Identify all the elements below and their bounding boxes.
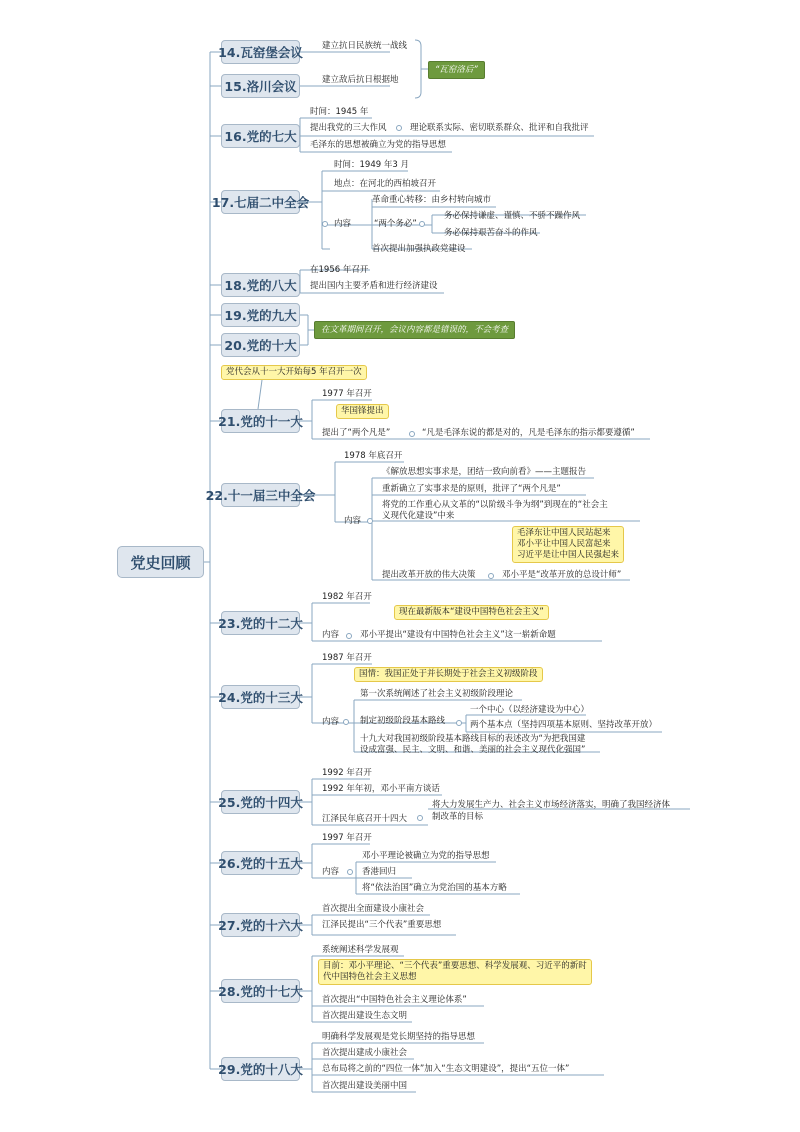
node-24-c2a[interactable]: 一个中心（以经济建设为中心） — [470, 705, 590, 715]
node-23-note[interactable]: 现在最新版本“建设中国特色社会主义” — [394, 605, 549, 620]
root-topic[interactable]: 党史回顾 — [117, 546, 204, 578]
node-17-first[interactable]: 首次提出加强执政党建设 — [372, 244, 466, 254]
node-17-time[interactable]: 时间：1949 年3 月 — [334, 160, 409, 170]
node-22-note-1: 毛泽东让中国人民站起来 — [517, 528, 611, 538]
node-23-deng[interactable]: 邓小平提出“建设有中国特色社会主义”这一崭新命题 — [360, 630, 556, 640]
node-26-c1[interactable]: 邓小平理论被确立为党的指导思想 — [362, 851, 490, 861]
callout-jiushi[interactable]: 在文革期间召开，会议内容都是错误的，不会考查 — [314, 321, 515, 339]
node-24-c2[interactable]: 制定初级阶段基本路线 — [360, 716, 446, 726]
node-22-year[interactable]: 1978 年底召开 — [344, 451, 403, 461]
topic-18[interactable]: 18.党的八大 — [221, 273, 300, 297]
topic-17[interactable]: 17.七届二中全会 — [221, 190, 300, 214]
node-24-year[interactable]: 1987 年召开 — [322, 653, 372, 663]
node-26-content[interactable]: 内容 — [322, 867, 340, 877]
node-22-reform[interactable]: 提出改革开放的伟大决策 — [382, 570, 476, 580]
node-21-detail[interactable]: “凡是毛泽东说的都是对的，凡是毛泽东的指示都要遵循” — [422, 428, 635, 438]
node-28-c[interactable]: 首次提出建设生态文明 — [322, 1011, 408, 1021]
topic-27[interactable]: 27.党的十六大 — [221, 913, 300, 937]
node-16-style-detail[interactable]: 理论联系实际、密切联系群众、批评和自我批评 — [410, 123, 589, 133]
node-22-note-3: 习近平是让中国人民强起来 — [517, 550, 620, 560]
node-22-c3b[interactable]: 义现代化建设”中来 — [382, 511, 455, 521]
node-21-hua[interactable]: 华国锋提出 — [336, 404, 389, 419]
node-16-style[interactable]: 提出我党的三大作风 — [310, 123, 387, 133]
node-25-detail-a[interactable]: 将大力发展生产力、社会主义市场经济落实，明确了我国经济体 — [432, 800, 671, 810]
node-29-d[interactable]: 首次提出建设美丽中国 — [322, 1081, 408, 1091]
node-22-c1[interactable]: 《解放思想实事求是，团结一致向前看》——主题报告 — [382, 467, 587, 477]
node-26-c2[interactable]: 香港回归 — [362, 867, 397, 877]
topic-24[interactable]: 24.党的十三大 — [221, 685, 300, 709]
node-25-talk[interactable]: 1992 年年初，邓小平南方谈话 — [322, 784, 440, 794]
node-28-note-b: 代中国特色社会主义思想 — [323, 972, 417, 982]
node-17-liangge[interactable]: “两个务必” — [374, 219, 417, 229]
node-24-content[interactable]: 内容 — [322, 717, 340, 727]
node-25-jiang[interactable]: 江泽民年底召开十四大 — [322, 814, 408, 824]
node-25-detail-b[interactable]: 制改革的目标 — [432, 812, 484, 822]
node-22-note-2: 邓小平让中国人民富起来 — [517, 539, 611, 549]
node-16-time[interactable]: 时间：1945 年 — [310, 107, 369, 117]
node-24-c3a[interactable]: 十九大对我国初级阶段基本路线目标的表述改为“为把我国建 — [360, 734, 586, 744]
node-25-year[interactable]: 1992 年召开 — [322, 768, 372, 778]
node-22-c2[interactable]: 重新确立了实事求是的原则，批评了“两个凡是” — [382, 484, 561, 494]
node-17-content[interactable]: 内容 — [334, 219, 352, 229]
node-24-c1[interactable]: 第一次系统阐述了社会主义初级阶段理论 — [360, 689, 514, 699]
node-22-note[interactable] — [512, 526, 624, 563]
node-27-a[interactable]: 首次提出全面建设小康社会 — [322, 904, 425, 914]
topic-26[interactable]: 26.党的十五大 — [221, 851, 300, 875]
node-18-a[interactable]: 在1956 年召开 — [310, 265, 369, 275]
node-24-c2b[interactable]: 两个基本点（坚持四项基本原则、坚持改革开放） — [470, 720, 658, 730]
node-24-c3b[interactable]: 设成富强、民主、文明、和谐、美丽的社会主义现代化强国” — [360, 745, 586, 755]
topic-22[interactable]: 22.十一届三中全会 — [221, 483, 300, 507]
node-14-a[interactable]: 建立抗日民族统一战线 — [322, 41, 408, 51]
node-16-mao[interactable]: 毛泽东的思想被确立为党的指导思想 — [310, 140, 447, 150]
node-28-a[interactable]: 系统阐述科学发展观 — [322, 945, 399, 955]
node-17-shift[interactable]: 革命重心转移：由乡村转向城市 — [372, 195, 492, 205]
node-24-note[interactable]: 国情：我国正处于并长期处于社会主义初级阶段 — [354, 667, 543, 682]
node-21-liangge[interactable]: 提出了“两个凡是” — [322, 428, 391, 438]
topic-21[interactable]: 21.党的十一大 — [221, 409, 300, 433]
callout-every5[interactable]: 党代会从十一大开始每5 年召开一次 — [221, 365, 367, 380]
node-27-b[interactable]: 江泽民提出“三个代表”重要思想 — [322, 920, 442, 930]
callout-wayaoluochuan[interactable]: “瓦窑洛后” — [428, 61, 485, 79]
node-28-note-a: 目前：邓小平理论、“三个代表”重要思想、科学发展观、习近平的新时 — [323, 961, 587, 971]
node-29-a[interactable]: 明确科学发展观是党长期坚持的指导思想 — [322, 1032, 476, 1042]
topic-29[interactable]: 29.党的十八大 — [221, 1057, 300, 1081]
topic-23[interactable]: 23.党的十二大 — [221, 611, 300, 635]
topic-15[interactable]: 15.洛川会议 — [221, 74, 300, 98]
node-15-a[interactable]: 建立敌后抗日根据地 — [322, 75, 399, 85]
node-17-wubi2[interactable]: 务必保持艰苦奋斗的作风 — [444, 228, 538, 238]
node-21-year[interactable]: 1977 年召开 — [322, 389, 372, 399]
node-28-b[interactable]: 首次提出“中国特色社会主义理论体系” — [322, 995, 467, 1005]
node-22-deng[interactable]: 邓小平是“改革开放的总设计师” — [502, 570, 622, 580]
topic-16[interactable]: 16.党的七大 — [221, 124, 300, 148]
topic-25[interactable]: 25.党的十四大 — [221, 790, 300, 814]
node-17-wubi1[interactable]: 务必保持谦虚、谨慎、不骄不躁作风 — [444, 211, 581, 221]
node-18-b[interactable]: 提出国内主要矛盾和进行经济建设 — [310, 281, 438, 291]
node-22-content[interactable]: 内容 — [344, 516, 362, 526]
topic-28[interactable]: 28.党的十七大 — [221, 979, 300, 1003]
node-26-c3[interactable]: 将“依法治国”确立为党治国的基本方略 — [362, 883, 507, 893]
node-28-note[interactable] — [318, 959, 592, 985]
topic-20[interactable]: 20.党的十大 — [221, 333, 300, 357]
node-23-year[interactable]: 1982 年召开 — [322, 592, 372, 602]
node-17-place[interactable]: 地点：在河北的西柏坡召开 — [334, 179, 437, 189]
node-29-b[interactable]: 首次提出建成小康社会 — [322, 1048, 408, 1058]
node-23-content[interactable]: 内容 — [322, 630, 340, 640]
topic-19[interactable]: 19.党的九大 — [221, 303, 300, 327]
topic-14[interactable]: 14.瓦窑堡会议 — [221, 40, 300, 64]
node-26-year[interactable]: 1997 年召开 — [322, 833, 372, 843]
node-22-c3a[interactable]: 将党的工作重心从文革的“以阶级斗争为纲”到现在的“社会主 — [382, 500, 608, 510]
node-29-c[interactable]: 总布局将之前的“四位一体”加入“生态文明建设”，提出“五位一体” — [322, 1064, 570, 1074]
